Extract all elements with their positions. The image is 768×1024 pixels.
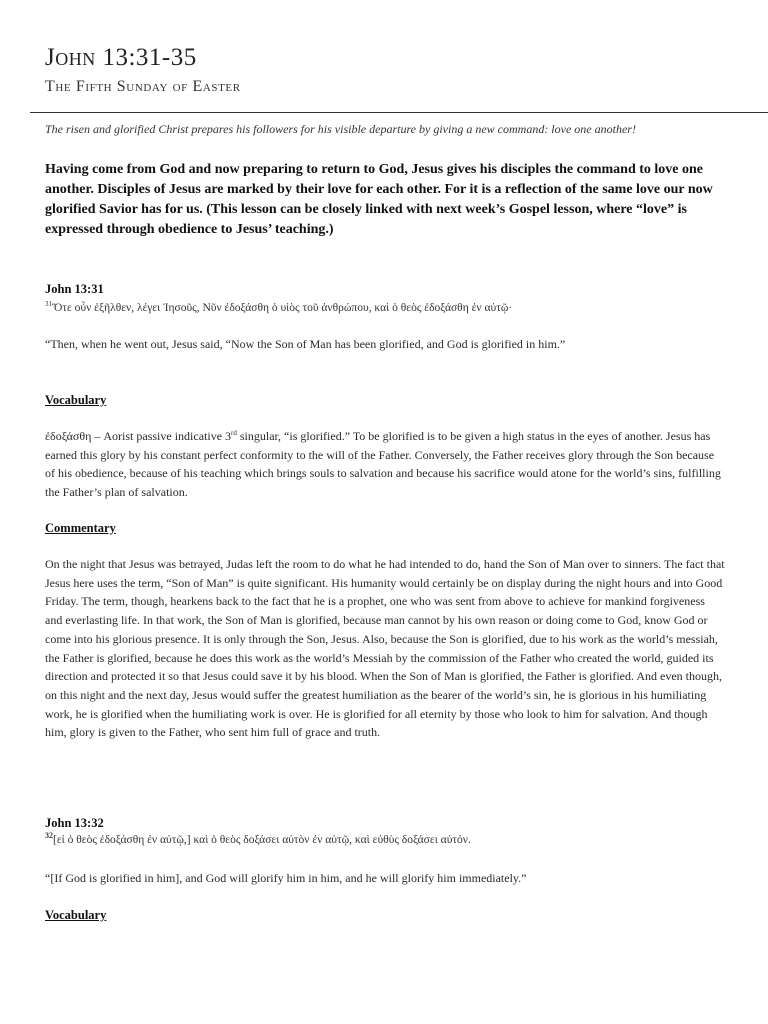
verse-32-number: 32 [45,831,53,841]
vocab-term: ἐδοξάσθη – Aorist passive indicative 3 [45,429,232,443]
page-title: John 13:31-35 [45,44,197,71]
verse-31-vocabulary-entry [45,427,725,502]
verse-32-greek [45,831,725,850]
verse-31-vocabulary-heading: Vocabulary [45,393,107,407]
verse-31-reference: John 13:31 [45,282,104,296]
verse-31-commentary: On the night that Jesus was betrayed, Judas left the room to do what he had intended to do, hand the Son of Man over to sinners. The fact that Jesus here uses the term, “Son of Man” is quite significant. His humanity would certainly be on display during the night hours and into Good Friday. The term, though, hearkens back to the fact that he is a prophet, one who was sent from above to achieve for mankind forgiveness and everlasting life. In that work, the Son of Man is glorified, because man cannot by his own reason or doing come to God, know God or come into his glorious presence. It is only through the Son, Jesus. Also, because the Son is glorified, due to his work as the world’s messiah, the Father is glorified, because he does this work as the world’s Messiah by the commission of the Father who created the world, guided its direction and protected it so that Jesus could save it by his blood. When the Son of Man is glorified, the Father is glorified. And even though, on this night and the next day, Jesus would suffer the greatest humiliation as the bearer of the world’s sin, he is glorious in his humiliating work, he is glorified when the humiliating work is over. He is glorified for all eternity by those who look to him for salvation. And though him, glory is given to the Father, who sent him full of grace and truth. [45,557,725,740]
verse-31-greek [45,299,725,318]
title-divider [30,112,768,113]
verse-31-translation: “Then, when he went out, Jesus said, “Now the Son of Man has been glorified, and God is glorified in him.” [45,337,566,351]
verse-32-greek-text: [εἰ ὁ θεὸς ἐδοξάσθη ἐν αὐτῷ,] καὶ ὁ θεὸς δοξάσει αὐτὸν ἐν αὐτῷ, καὶ εὐθὺς δοξάσει αὐτόν. [53,834,471,846]
verse-31-commentary-heading: Commentary [45,521,116,535]
verse-31-greek-text: Ὅτε οὖν ἐξῆλθεν, λέγει Ἰησοῦς, Νῦν ἐδοξάσθη ὁ υἱὸς τοῦ ἀνθρώπου, καὶ ὁ θεὸς ἐδοξάσθη ἐν αὐτῷ· [52,302,513,314]
page-subtitle: The Fifth Sunday of Easter [45,78,241,95]
verse-31-number: 31 [45,300,52,309]
vocab-definition: singular, “is glorified.” To be glorified is to be given a high status in the eyes of another. Jesus has earned this glory by his constant perfect conformity to the will of the Father. Conversely, the Father receives glory through the Son because of his obedience, because of his teaching which brings souls to salvation and because his sacrifice would atone for the world’s sins, fulfilling the Father’s plan of salvation. [45,429,721,500]
lesson-summary: Having come from God and now preparing to return to God, Jesus gives his disciples the command to love one another. Disciples of Jesus are marked by their love for each other. For it is a reflection of the same love our now glorified Savior has for us. (This lesson can be closely linked with next week’s Gospel lesson, where “love” is expressed through obedience to Jesus’ teaching.) [45,162,713,237]
verse-32-translation: “[If God is glorified in him], and God will glorify him in him, and he will glorify him immediately.” [45,871,527,885]
verse-32-reference: John 13:32 [45,816,104,830]
verse-32-vocabulary-heading: Vocabulary [45,908,107,922]
vocab-superscript: rd [231,429,237,437]
tagline: The risen and glorified Christ prepares his followers for his visible departure by giving a new command: love one another! [45,122,636,136]
